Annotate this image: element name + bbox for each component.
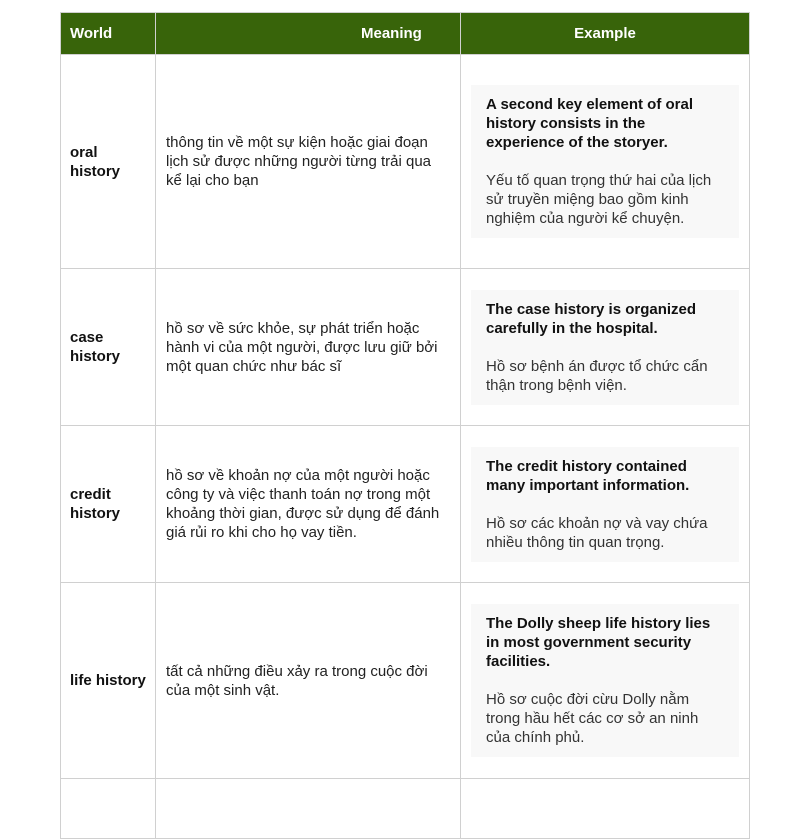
- example-cell: [461, 55, 750, 269]
- example-cell: [461, 583, 750, 779]
- empty-cell: [61, 779, 156, 839]
- table-row: [61, 426, 750, 583]
- example-english: A second key element of oral history consists in the experience of the storyer.: [486, 96, 694, 151]
- header-example: Example: [461, 13, 750, 55]
- example-vietnamese: Hồ sơ cuộc đời cừu Dolly nằm trong hầu hết các cơ sở an ninh của chính phủ.: [486, 691, 699, 746]
- example-box: [471, 447, 739, 562]
- empty-cell: [461, 779, 750, 839]
- example-box: [471, 604, 739, 757]
- word-cell: credit history: [61, 426, 156, 583]
- table-row: [61, 55, 750, 269]
- meaning-cell: hồ sơ về khoản nợ của một người hoặc công ty và việc thanh toán nợ trong một khoảng thời gian, được sử dụng để đánh giá rủi ro khi cho họ vay tiền.: [156, 426, 461, 583]
- example-cell: [461, 269, 750, 426]
- meaning-cell: thông tin về một sự kiện hoặc giai đoạn lịch sử được những người từng trải qua kể lại cho bạn: [156, 55, 461, 269]
- header-row: [61, 13, 750, 55]
- header-world: World: [61, 13, 156, 55]
- word-cell: oral history: [61, 55, 156, 269]
- table-row: [61, 779, 750, 839]
- example-vietnamese: Hồ sơ các khoản nợ và vay chứa nhiều thông tin quan trọng.: [486, 514, 708, 551]
- example-english: The Dolly sheep life history lies in most government security facilities.: [486, 615, 711, 670]
- example-box: [471, 85, 739, 238]
- example-english: The credit history contained many important information.: [486, 457, 690, 494]
- table-row: [61, 583, 750, 779]
- table-row: [61, 269, 750, 426]
- example-cell: [461, 426, 750, 583]
- example-vietnamese: Hồ sơ bệnh án được tổ chức cẩn thận trong bệnh viện.: [486, 357, 708, 394]
- meaning-cell: hồ sơ về sức khỏe, sự phát triển hoặc hành vi của một người, được lưu giữ bởi một quan chức như bác sĩ: [156, 269, 461, 426]
- empty-cell: [156, 779, 461, 839]
- meaning-cell: tất cả những điều xảy ra trong cuộc đời của một sinh vật.: [156, 583, 461, 779]
- example-vietnamese: Yếu tố quan trọng thứ hai của lịch sử truyền miệng bao gồm kinh nghiệm của người kể chuyện.: [486, 172, 712, 227]
- header-meaning: Meaning: [156, 13, 461, 55]
- vocabulary-table: [60, 12, 750, 839]
- example-box: [471, 290, 739, 405]
- word-cell: case history: [61, 269, 156, 426]
- example-english: The case history is organized carefully in the hospital.: [486, 300, 697, 337]
- word-cell: life history: [61, 583, 156, 779]
